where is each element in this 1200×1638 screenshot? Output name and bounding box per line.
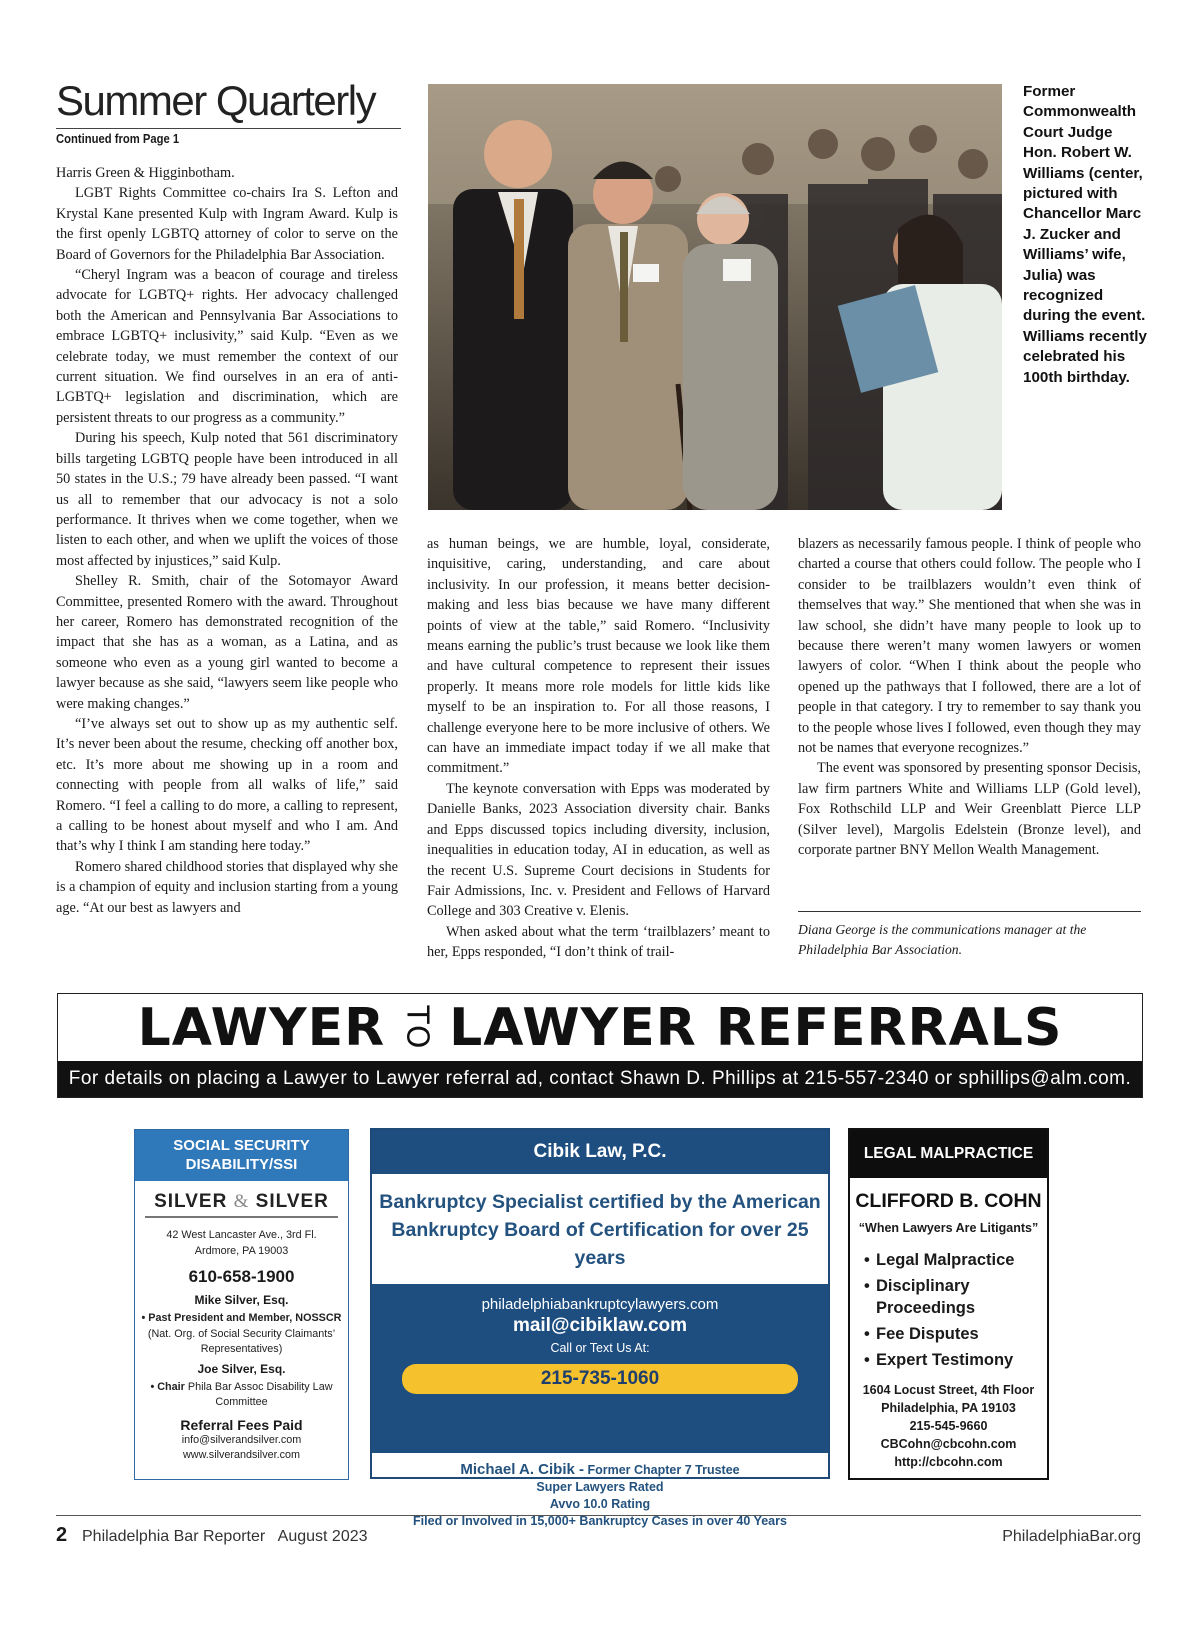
page-number: 2 <box>56 1524 68 1546</box>
attorney-details <box>372 1453 828 1530</box>
list-item: • Disciplinary Proceedings <box>864 1277 976 1317</box>
attorney-name: CLIFFORD B. COHN <box>855 1190 1042 1212</box>
phone-number: 215-545-9660 <box>909 1419 988 1433</box>
banner-title <box>58 994 1142 1061</box>
address-line: 42 West Lancaster Ave., 3rd Fl. <box>166 1229 317 1241</box>
attorney-name: Michael A. Cibik - <box>460 1461 584 1478</box>
paragraph: Romero shared childhood stories that displayed why she is a champion of equity and inclusion starting from a young age. “At our best as lawyers and <box>56 858 398 916</box>
banner-subtitle: For details on placing a Lawyer to Lawyer referral ad, contact Shawn D. Phillips at 215-557-2340 or sphillips@alm.com. <box>58 1061 1142 1097</box>
rating-line: Super Lawyers Rated <box>536 1480 664 1494</box>
list-item: • Expert Testimony <box>864 1351 1014 1369</box>
firm-name-part: SILVER <box>255 1191 329 1212</box>
ad-heading: SOCIAL SECURITY DISABILITY/SSI <box>135 1130 348 1181</box>
contact-block <box>850 1381 1047 1471</box>
service-label: Disciplinary Proceedings <box>876 1277 976 1317</box>
attorney-name: Joe Silver, Esq. <box>197 1361 286 1376</box>
banner-title-left: LAWYER <box>137 997 386 1058</box>
firm-name-part: SILVER <box>154 1191 228 1212</box>
paragraph: When asked about what the term ‘trailblazers’ meant to her, Epps responded, “I don’t think of trail- <box>427 923 770 961</box>
note-text: Phila Bar Assoc Disability Law Committee <box>187 1380 333 1408</box>
ad-silver-and-silver <box>134 1129 349 1480</box>
service-label: Legal Malpractice <box>876 1251 1015 1269</box>
ad-cibik-law <box>370 1128 830 1528</box>
website-link[interactable]: www.silverandsilver.com <box>183 1449 300 1461</box>
email-link[interactable]: mail@cibiklaw.com <box>512 1315 688 1336</box>
article-column-1 <box>56 163 398 918</box>
experience-line: Filed or Involved in 15,000+ Bankruptcy Cases in over 40 Years <box>413 1514 787 1528</box>
service-label: Expert Testimony <box>876 1351 1014 1369</box>
photo-illustration <box>428 84 1002 510</box>
ad-heading: LEGAL MALPRACTICE <box>850 1130 1047 1178</box>
photo-caption: Former Commonwealth Court Judge Hon. Robert W. Williams (center, pictured with Chancellor Marc J. Zucker and Williams’ wife, Julia) was recognized during the event. Williams recently celebrated his 100th birthday. <box>1023 83 1147 386</box>
services-list <box>864 1249 1047 1371</box>
paragraph: “I’ve always set out to show up as my authentic self. It’s never been about the resume, checking off another box, etc. It’s more about me showing up in a room and connecting with people from all walks of life,” said Romero. “I feel a calling to do more, a calling to represent, a calling to be honest about myself and who I am. And that’s why I think I am standing here today.” <box>56 715 398 855</box>
website-link[interactable]: philadelphiabankruptcylawyers.com <box>481 1296 719 1313</box>
continued-label: Continued from Page 1 <box>56 132 180 146</box>
site-url[interactable]: PhiladelphiaBar.org <box>1002 1528 1141 1545</box>
ad-clifford-cohn <box>848 1128 1049 1480</box>
firm-ampersand: & <box>233 1191 250 1212</box>
firm-logo <box>145 1191 338 1218</box>
paragraph: blazers as necessarily famous people. I think of people who charted a course that others could follow. The people who I consider to be trailblazers wouldn’t even think of themselves that way.” She mentioned that when she was in law school, she didn’t have many people to look up to because there weren’t many women lawyers or women lawyers of color. “When I think about the people who opened up the pathways that I followed, there are a lot of people in that category. I try to remember to say thank you to the people whose lives I followed, even though they may not be names that everyone recognizes.” <box>798 536 1141 757</box>
address-line: Philadelphia, PA 19103 <box>881 1401 1016 1415</box>
section-title: Summer Quarterly <box>56 76 401 129</box>
attorney-note: • Past President and Member, NOSSCR <box>141 1312 342 1324</box>
attorney-name: Mike Silver, Esq. <box>194 1293 289 1307</box>
tagline: “When Lawyers Are Litigants” <box>858 1221 1039 1235</box>
paragraph: “Cheryl Ingram was a beacon of courage and tireless advocate for LGBTQ+ rights. Her advocacy challenged both the American and Pennsylvania Bar Associations to embrace LGBTQ+ inclusivity,” said Kulp. “Even as we celebrate today, we must remember the context of our current situation. We find ourselves in an era of anti-LGBTQ+ legislation and discrimination, which are persistent threats to our progress as a community.” <box>56 267 398 426</box>
paragraph: as human beings, we are humble, loyal, considerate, inquisitive, caring, understanding, and care about inclusivity. In our profession, it means better decision-making and less bias because we have many different points of view at the table,” said Romero. “Inclusivity means earning the public’s trust because we look like them and have cultural competence to represent their issues properly. It means more role models for little kids like myself to be an inspiration to. For all those reasons, I challenge everyone here to be more inclusive of others. We can have an immediate impact today if we all make that commitment.” <box>427 536 770 777</box>
address-line: Ardmore, PA 19003 <box>194 1244 289 1257</box>
publication-info: Philadelphia Bar Reporter August 2023 <box>82 1528 368 1545</box>
referrals-banner <box>57 993 1143 1098</box>
paragraph: During his speech, Kulp noted that 561 discriminatory bills targeting LGBTQ people have been introduced in all 50 states in the U.S.; 79 have already been passed. “I want us all to remember that our advocacy is not a solo performance. It thrives when we come together, when we listen to each other, and when we uplift the voices of those most affected by injustices,” said Kulp. <box>56 430 398 569</box>
paragraph: The event was sponsored by presenting sponsor Decisis, law firm partners White and Williams LLP (Gold level), Fox Rothschild LLP and Weir Greenblatt Pierce LLP (Silver level), Margolis Edelstein (Bronze level), and corporate partner BNY Mellon Wealth Management. <box>798 760 1141 859</box>
paragraph: Shelley R. Smith, chair of the Sotomayor Award Committee, presented Romero with the award. Throughout her career, Romero has demonstrated recognition of the impact that she has as a woman, as a Latina, and as someone who even as a young girl wanted to become a lawyer because as she said, “lawyers seem like people who were making changes.” <box>56 573 398 712</box>
address-line: 1604 Locust Street, 4th Floor <box>862 1383 1035 1397</box>
footer-divider <box>56 1515 1141 1516</box>
website-link[interactable]: http://cbcohn.com <box>894 1455 1003 1469</box>
referral-fees: Referral Fees Paid <box>180 1416 303 1433</box>
list-item: • Legal Malpractice <box>864 1251 1015 1269</box>
attorney-title: Former Chapter 7 Trustee <box>587 1463 740 1477</box>
article-column-3 <box>798 534 1141 861</box>
paragraph: The keynote conversation with Epps was moderated by Danielle Banks, 2023 Association diversity chair. Banks and Epps discussed topics including diversity, inclusion, inequalities in education today, AI in education, as well as the recent U.S. Supreme Court decisions in Students for Fair Admissions, Inc. v. President and Fellows of Harvard College and 303 Creative v. Elenis. <box>427 780 770 920</box>
rating-line: Avvo 10.0 Rating <box>549 1497 651 1511</box>
phone-number: 610-658-1900 <box>188 1267 295 1286</box>
email-link[interactable]: CBCohn@cbcohn.com <box>880 1437 1017 1451</box>
call-label: Call or Text Us At: <box>550 1341 650 1355</box>
ad-heading: Cibik Law, P.C. <box>372 1130 828 1174</box>
author-byline: Diana George is the communications manager at the Philadelphia Bar Association. <box>798 911 1141 960</box>
email-link[interactable]: info@silverandsilver.com <box>181 1433 302 1446</box>
event-photo <box>428 84 1002 510</box>
paragraph: Harris Green & Higginbotham. <box>56 165 235 181</box>
phone-pill[interactable]: 215-735-1060 <box>402 1364 798 1394</box>
article-column-2 <box>427 534 770 963</box>
banner-title-right: LAWYER REFERRALS <box>449 997 1063 1058</box>
certification-text: Bankruptcy Specialist certified by the American Bankruptcy Board of Certification for over 25 years <box>379 1191 821 1269</box>
banner-title-to: TO <box>399 1005 435 1050</box>
attorney-note: (Nat. Org. of Social Security Claimants’ Representatives) <box>147 1327 336 1355</box>
paragraph: LGBT Rights Committee co-chairs Ira S. Lefton and Krystal Kane presented Kulp with Ingram Award. Kulp is the first openly LGBTQ attorney of color to serve on the Board of Governors for the Philadelphia Bar Association. <box>56 185 398 263</box>
list-item: • Fee Disputes <box>864 1325 979 1343</box>
service-label: Fee Disputes <box>876 1325 979 1343</box>
contact-panel <box>372 1284 828 1453</box>
attorney-note <box>135 1380 348 1411</box>
note-prefix: • Chair <box>150 1380 185 1393</box>
